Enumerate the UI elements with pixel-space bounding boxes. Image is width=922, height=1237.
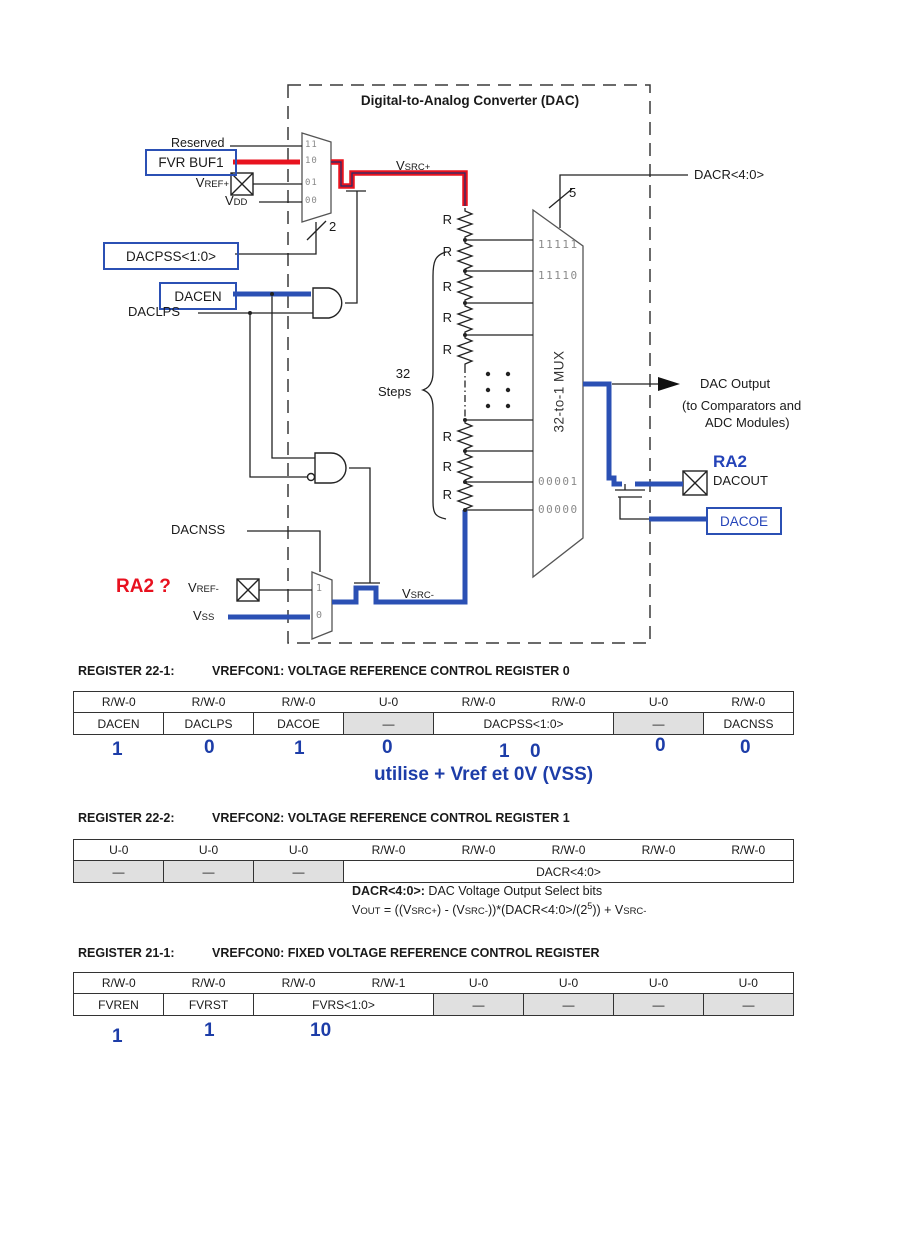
dac-output-arrow-icon [658,377,680,391]
field-cell: DACOE [254,713,344,735]
access-row [74,692,794,713]
mux-32to1-label: 32-to-1 MUX [551,350,567,433]
bit-value-annotation: 10 [310,1020,332,1041]
dacnss-label: DACNSS [171,522,226,537]
vref-minus-label: VREF- [188,580,219,595]
steps-count-label: 32 [395,366,411,381]
register-22-2-heading [78,811,570,825]
access-cell: U-0 [648,695,669,709]
register-21-1-title: VREFCON0: FIXED VOLTAGE REFERENCE CONTROL REGISTER [212,946,600,960]
bit-value-annotation: 1 [112,1026,123,1047]
field-cell: FVRST [164,994,254,1016]
mux-sel-01: 01 [305,178,318,188]
register-22-2-table [73,839,794,883]
register-22-1-title: VREFCON1: VOLTAGE REFERENCE CONTROL REGISTER 0 [212,664,570,678]
register-21-1-table [73,972,794,1016]
access-cell: U-0 [738,976,758,990]
and-gate-bottom [315,453,346,483]
mux-sel-10: 10 [305,156,318,166]
field-cell-unimplemented: — [614,994,704,1016]
fvr-buf1-label: FVR BUF1 [158,155,224,170]
dac-output-note1: (to Comparators and [682,398,802,413]
vsrc-plus-label: VSRC+ [396,158,431,173]
access-cell: R/W-0 [641,843,676,857]
mux-shapes [302,133,583,639]
field-row [74,861,794,883]
ra2-question-annotation: RA2 ? [116,576,171,597]
bit-value-annotation: 1 [294,738,305,759]
vss-label: VSS [193,608,215,623]
pin-symbols [231,173,707,601]
field-cell-unimplemented: — [254,861,344,883]
vref-usage-annotation: utilise + Vref et 0V (VSS) [374,764,594,785]
mux2-in-0: 0 [316,610,323,621]
resistor-label-2: R [442,244,452,259]
dacr-bits-note: DACR<4:0>: DAC Voltage Output Select bits [352,884,603,898]
field-cell: DACPSS<1:0> [434,713,614,735]
access-cell: R/W-0 [731,843,766,857]
access-cell: R/W-0 [461,843,496,857]
access-cell: R/W-0 [191,695,226,709]
dacr-label: DACR<4:0> [694,167,765,182]
vref-plus-label: VREF+ [195,175,229,190]
bus-width-5-label: 5 [569,185,577,200]
resistor-label-8: R [442,487,452,502]
field-cell-unimplemented: — [614,713,704,735]
access-cell: R/W-0 [461,695,496,709]
resistor-label-3: R [442,279,452,294]
bit-value-annotation: 1 [112,739,123,760]
reserved-label: Reserved [171,136,225,150]
mux-tap-00001: 00001 [538,475,579,488]
field-cell: FVRS<1:0> [254,994,434,1016]
access-cell: U-0 [109,843,129,857]
bit-value-annotation: 0 [655,735,666,756]
bit-value-annotation: 1 [499,741,510,762]
resistor-label-4: R [442,310,452,325]
access-row [74,840,794,861]
register-21-1-number: REGISTER 21-1: [78,946,175,960]
resistor-label-5: R [442,342,452,357]
diagram-title: Digital-to-Analog Converter (DAC) [360,93,580,108]
access-cell: U-0 [378,695,399,709]
access-cell: U-0 [468,976,489,990]
vsrc-minus-wire [332,510,465,602]
field-cell: DACNSS [704,713,794,735]
field-row [74,994,794,1016]
access-cell: U-0 [558,976,579,990]
inverter-bubble [308,474,315,481]
mux-tap-00000: 00000 [538,503,579,516]
field-cell: DACLPS [164,713,254,735]
fvr-buf1-box [145,149,237,176]
field-cell: FVREN [74,994,164,1016]
access-cell: U-0 [648,976,669,990]
vout-formula: VOUT = ((VSRC+) - $(VSRC-))*(DACR<4:0>/(2^5))$ + VSRC- [352,901,647,918]
field-cell: DACR<4:0> [344,861,794,883]
dac-output-label: DAC Output [700,376,771,391]
dacen-label: DACEN [174,288,222,304]
field-row [74,713,794,735]
dac-output-note2: ADC Modules) [705,415,790,430]
access-cell: R/W-0 [551,843,586,857]
register-22-2-title: VREFCON2: VOLTAGE REFERENCE CONTROL REGISTER 1 [212,811,570,825]
access-cell: R/W-0 [551,695,586,709]
mux-sel-11: 11 [305,140,318,150]
dacoe-label: DACOE [719,513,768,529]
ra2-annotation: RA2 [713,452,748,471]
register-22-2-number: REGISTER 22-2: [78,811,175,825]
resistor-label-7: R [442,459,452,474]
mux-tap-11111: 11111 [538,238,579,251]
bus-width-2-label: 2 [329,219,337,234]
access-cell: R/W-0 [101,976,136,990]
mux-tap-11110: 11110 [538,269,579,282]
dacpss-box [103,242,239,270]
access-cell: R/W-1 [371,976,406,990]
mux2-in-1: 1 [316,583,323,594]
bit-value-annotation: 0 [530,741,541,762]
access-cell: R/W-0 [281,976,316,990]
resistor-label-6: R [442,429,452,444]
access-cell: R/W-0 [371,843,406,857]
field-cell-unimplemented: — [524,994,614,1016]
field-cell-unimplemented: — [74,861,164,883]
access-cell: U-0 [198,843,219,857]
access-cell: R/W-0 [731,695,766,709]
mux-output-wire [583,384,622,484]
dacout-label: DACOUT [713,473,768,488]
field-cell-unimplemented: — [344,713,434,735]
register-21-1-heading [78,946,600,960]
access-row [74,973,794,994]
ellipsis-dots [486,372,510,408]
bit-value-annotation: 0 [204,737,215,758]
bit-value-annotation: 0 [740,737,751,758]
and-gate-top [313,288,342,318]
dacoe-box [706,507,782,535]
mux-sel-00: 00 [305,196,318,206]
access-cell: R/W-0 [101,695,136,709]
bit-value-annotation: 1 [204,1020,215,1041]
register-22-1-number: REGISTER 22-1: [78,664,175,678]
bit-value-annotation: 0 [382,737,393,758]
field-cell-unimplemented: — [434,994,524,1016]
vdd-label: VDD [225,193,248,208]
field-cell: DACEN [74,713,164,735]
field-cell-unimplemented: — [164,861,254,883]
dacpss-label: DACPSS<1:0> [125,248,217,264]
steps-word-label: Steps [378,384,412,399]
register-22-1-heading [78,664,570,678]
resistor-ladder [458,208,472,510]
access-cell: R/W-0 [191,976,226,990]
access-cell: R/W-0 [281,695,316,709]
access-cell: U-0 [288,843,309,857]
resistor-label-1: R [442,212,452,227]
vsrc-minus-label: VSRC- [402,586,434,601]
register-22-1-table [73,691,794,735]
field-cell-unimplemented: — [704,994,794,1016]
daclps-label: DACLPS [128,304,181,319]
logic-gates [308,288,347,483]
